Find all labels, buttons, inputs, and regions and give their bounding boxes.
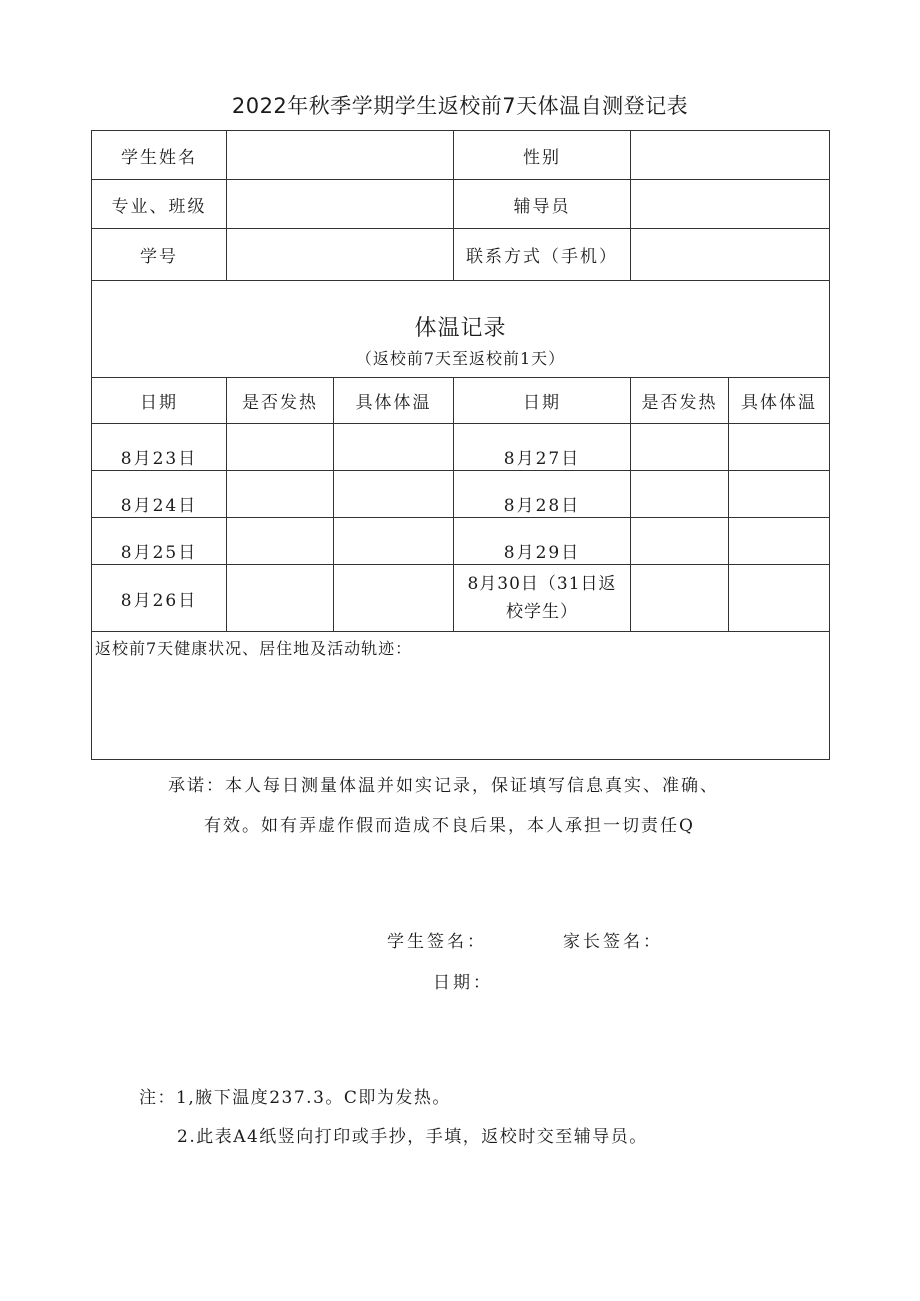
temperature-field[interactable] (729, 518, 830, 565)
date-text: 8月24日 (120, 495, 198, 516)
date-text: 8月28日 (503, 495, 581, 516)
col-header-temp-2: 具体体温 (729, 378, 830, 424)
date-text: 8月30日（31日返校学生） (467, 574, 617, 622)
date-cell (92, 518, 227, 565)
counselor-label: 辅导员 (454, 180, 631, 229)
temperature-record-title: 体温记录 (414, 316, 507, 341)
form-title: 2022年秋季学期学生返校前7天体温自测登记表 (231, 94, 689, 118)
student-name-label: 学生姓名 (92, 131, 227, 180)
health-status-row (92, 632, 830, 760)
note-line-1: 注：1,腋下温度237.3。C即为发热。 (139, 1088, 451, 1108)
fever-field[interactable] (227, 518, 334, 565)
temperature-record-subtitle: （返校前7天至返校前1天） (355, 349, 566, 368)
student-name-field[interactable] (227, 131, 454, 180)
pledge-line-1: 承诺：本人每日测量体温并如实记录，保证填写信息真实、准确、 (168, 776, 719, 796)
col-header-date: 日期 (92, 378, 227, 424)
fever-field[interactable] (631, 471, 729, 518)
temperature-field[interactable] (729, 424, 830, 471)
col-header-temp: 具体体温 (334, 378, 454, 424)
date-cell (454, 518, 631, 565)
table-row (92, 565, 830, 632)
temperature-record-section (92, 281, 830, 378)
phone-label: 联系方式（手机） (454, 229, 631, 281)
note-line-2: 2.此表A4纸竖向打印或手抄，手填，返校时交至辅导员。 (177, 1127, 648, 1147)
table-row (92, 518, 830, 565)
col-header-fever-2: 是否发热 (631, 378, 729, 424)
parent-signature-label: 家长签名： (563, 932, 663, 952)
temperature-record-header-row (92, 281, 830, 378)
fever-field[interactable] (631, 518, 729, 565)
date-cell (92, 471, 227, 518)
student-signature-label: 学生签名： (387, 932, 487, 952)
date-text: 8月23日 (120, 448, 198, 469)
table-row (92, 471, 830, 518)
column-header-row (92, 378, 830, 424)
info-row-id (92, 229, 830, 281)
gender-field[interactable] (631, 131, 830, 180)
student-id-label: 学号 (92, 229, 227, 281)
signature-date-label: 日期： (433, 973, 493, 993)
fever-field[interactable] (631, 565, 729, 632)
temperature-field[interactable] (334, 424, 454, 471)
counselor-field[interactable] (631, 180, 830, 229)
col-header-date-2: 日期 (454, 378, 631, 424)
temperature-field[interactable] (729, 471, 830, 518)
date-text: 8月25日 (120, 542, 198, 563)
temperature-field[interactable] (334, 565, 454, 632)
fever-field[interactable] (227, 471, 334, 518)
health-status-field[interactable] (92, 632, 830, 760)
col-header-fever: 是否发热 (227, 378, 334, 424)
date-cell (454, 424, 631, 471)
student-id-field[interactable] (227, 229, 454, 281)
info-row-name (92, 131, 830, 180)
fever-field[interactable] (631, 424, 729, 471)
date-cell (454, 565, 631, 632)
fever-field[interactable] (227, 424, 334, 471)
date-cell: 8月26日 (92, 565, 227, 632)
table-row (92, 424, 830, 471)
major-class-label: 专业、班级 (92, 180, 227, 229)
temperature-field[interactable] (729, 565, 830, 632)
registration-form-table (91, 130, 830, 760)
fever-field[interactable] (227, 565, 334, 632)
date-cell (92, 424, 227, 471)
date-text: 8月27日 (503, 448, 581, 469)
temperature-field[interactable] (334, 471, 454, 518)
pledge-line-2: 有效。如有弄虚作假而造成不良后果，本人承担一切责任Q (204, 816, 695, 836)
health-status-label: 返校前7天健康状况、居住地及活动轨迹： (95, 639, 413, 658)
date-text: 8月29日 (503, 542, 581, 563)
temperature-field[interactable] (334, 518, 454, 565)
major-class-field[interactable] (227, 180, 454, 229)
phone-field[interactable] (631, 229, 830, 281)
gender-label: 性别 (454, 131, 631, 180)
info-row-major (92, 180, 830, 229)
date-cell (454, 471, 631, 518)
